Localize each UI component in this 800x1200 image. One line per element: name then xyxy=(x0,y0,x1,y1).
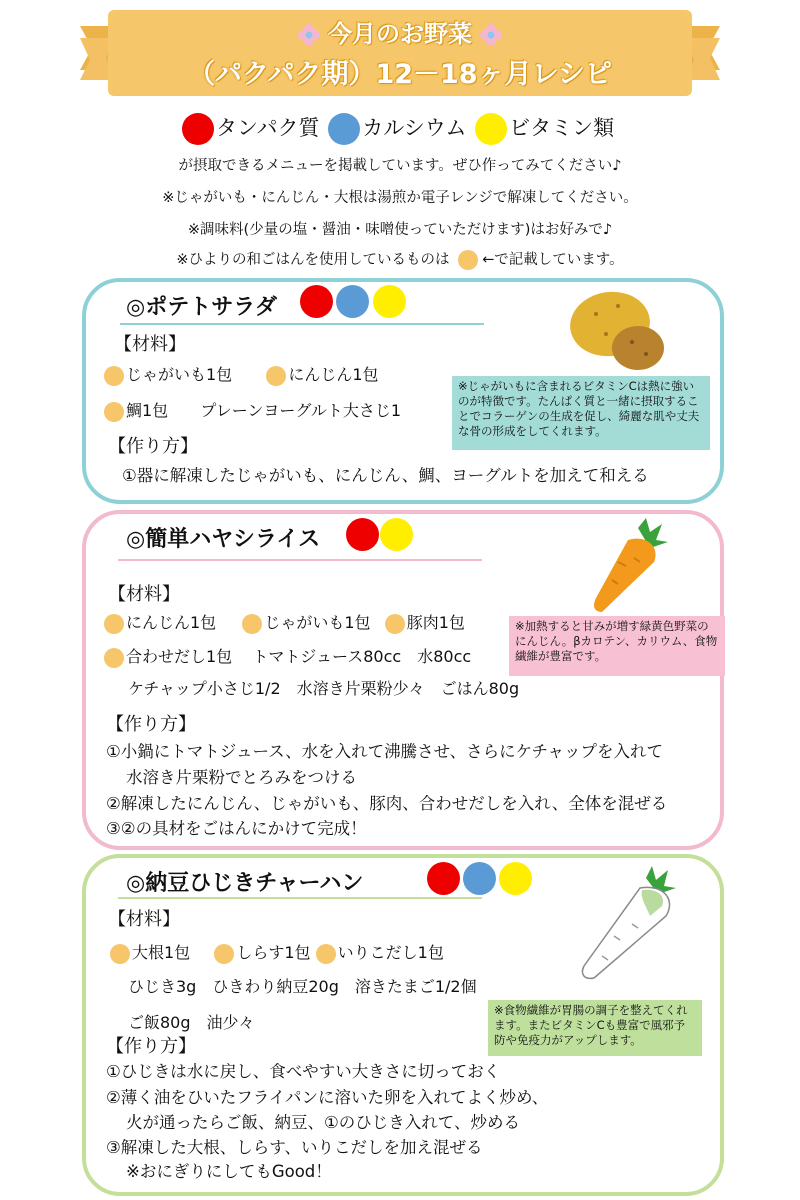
hiyori-dot-icon xyxy=(458,250,478,270)
ingredient: 大根1包 xyxy=(132,943,191,962)
recipe-1-title: ◎ポテトサラダ xyxy=(126,295,277,320)
ingredient: 豚肉1包 xyxy=(406,613,465,632)
recipe-2-title: ◎簡単ハヤシライス xyxy=(126,527,321,552)
recipe-2-step-3: ③②の具材をごはんにかけて完成！ xyxy=(106,819,367,838)
ingredient: じゃがいも1包 xyxy=(264,613,371,632)
recipe-3-method-label: 【作り方】 xyxy=(106,1036,196,1057)
banner-subtitle: （パクパク期）12－18ヶ月レシピ xyxy=(188,59,612,90)
ingredient: プレーンヨーグルト大さじ1 xyxy=(200,401,402,420)
recipe-3-serving-note: ※おにぎりにしてもGood！ xyxy=(126,1162,332,1181)
note-line-4 xyxy=(0,248,800,270)
recipe-1-ingredients-row-2 xyxy=(104,398,401,422)
title-underline xyxy=(118,559,482,561)
nutrient-legend xyxy=(180,112,614,145)
hiyori-dot-icon xyxy=(266,366,286,386)
vitamin-dot-icon xyxy=(499,862,532,895)
note-line-1: が摂取できるメニューを掲載しています。ぜひ作ってみてください♪ xyxy=(178,158,622,174)
calcium-dot-icon xyxy=(336,285,369,318)
recipe-1-ingredients-row-1 xyxy=(104,362,379,386)
recipe-2-method-label: 【作り方】 xyxy=(106,714,196,735)
ingredient: 合わせだし1包 xyxy=(126,647,233,666)
banner-line-1 xyxy=(0,14,800,49)
recipe-2-step-1-continued: 水溶き片栗粉でとろみをつける xyxy=(126,768,357,787)
recipe-3-nutrition-tip: ※食物繊維が胃腸の調子を整えてくれます。またビタミンCも豊富で風邪予防や免疫力がアップします。 xyxy=(488,1000,702,1056)
carrot-icon xyxy=(588,518,670,614)
flower-icon xyxy=(480,24,502,46)
recipe-3-ingredients-row-2: ひじき3g ひきわり納豆20g 溶きたまご1/2個 xyxy=(128,977,477,996)
recipe-3-step-3: ③解凍した大根、しらす、いりこだしを加え混ぜる xyxy=(106,1138,483,1157)
recipe-3-ingredients-row-1 xyxy=(110,940,444,964)
hiyori-dot-icon xyxy=(110,944,130,964)
hiyori-dot-icon xyxy=(104,648,124,668)
legend-protein: タンパク質 xyxy=(216,116,320,140)
recipe-2-materials-label: 【材料】 xyxy=(108,584,180,605)
legend-vitamin: ビタミン類 xyxy=(509,116,615,140)
vitamin-dot-icon xyxy=(475,113,507,145)
title-underline xyxy=(118,897,482,899)
ingredient: トマトジュース80cc 水80cc xyxy=(252,647,472,666)
recipe-2-step-1: ①小鍋にトマトジュース、水を入れて沸騰させ、さらにケチャップを入れて xyxy=(106,742,663,761)
hiyori-dot-icon xyxy=(316,944,336,964)
recipe-2-nutrition-tip: ※加熱すると甘みが増す緑黄色野菜のにんじん。βカロテン、カリウム、食物繊維が豊富です。 xyxy=(509,616,725,676)
recipe-2-ingredients-row-3: ケチャップ小さじ1/2 水溶き片栗粉少々 ごはん80g xyxy=(128,679,520,698)
ingredient: にんじん1包 xyxy=(288,365,379,384)
banner-title: 今月のお野菜 xyxy=(328,20,472,48)
recipe-3-title: ◎納豆ひじきチャーハン xyxy=(126,871,364,896)
recipe-3-materials-label: 【材料】 xyxy=(108,909,180,930)
legend-calcium: カルシウム xyxy=(362,116,467,140)
vitamin-dot-icon xyxy=(380,518,413,551)
recipe-1-method-label: 【作り方】 xyxy=(108,436,198,457)
hiyori-dot-icon xyxy=(104,402,124,422)
ingredient: にんじん1包 xyxy=(126,613,217,632)
hiyori-dot-icon xyxy=(214,944,234,964)
hiyori-dot-icon xyxy=(385,614,405,634)
protein-dot-icon xyxy=(182,113,214,145)
ingredient: いりこだし1包 xyxy=(337,943,444,962)
hiyori-dot-icon xyxy=(242,614,262,634)
recipe-1-materials-label: 【材料】 xyxy=(114,334,186,355)
note-line-2: ※じゃがいも・にんじん・大根は湯煎か電子レンジで解凍してください。 xyxy=(162,190,638,206)
recipe-2-ingredients-row-1 xyxy=(104,610,465,634)
title-underline xyxy=(120,323,484,325)
recipe-3-step-1: ①ひじきは水に戻し、食べやすい大きさに切っておく xyxy=(106,1062,501,1081)
recipe-2-ingredients-row-2 xyxy=(104,644,471,668)
recipe-2-step-2: ②解凍したにんじん、じゃがいも、豚肉、合わせだしを入れ、全体を混ぜる xyxy=(106,794,668,813)
recipe-1-nutrition-tip: ※じゃがいもに含まれるビタミンCは熱に強いのが特徴です。たんぱく質と一緒に摂取することでコラーゲンの生成を促し、綺麗な肌や丈夫な骨の形成をしてくれます。 xyxy=(452,376,710,450)
protein-dot-icon xyxy=(427,862,460,895)
protein-dot-icon xyxy=(300,285,333,318)
note-line-4-text: ※ひよりの和ごはんを使用しているものは xyxy=(176,252,450,268)
calcium-dot-icon xyxy=(463,862,496,895)
recipe-3-step-2-continued: 火が通ったらご飯、納豆、①のひじき入れて、炒める xyxy=(126,1113,520,1132)
recipe-3-step-2: ②薄く油をひいたフライパンに溶いた卵を入れてよく炒め、 xyxy=(106,1088,549,1107)
ingredient: じゃがいも1包 xyxy=(126,365,233,384)
flower-icon xyxy=(298,24,320,46)
note-line-4-suffix: ←で記載しています。 xyxy=(482,252,624,268)
hiyori-dot-icon xyxy=(104,366,124,386)
protein-dot-icon xyxy=(346,518,379,551)
calcium-dot-icon xyxy=(328,113,360,145)
daikon-radish-icon xyxy=(580,866,680,982)
note-line-3: ※調味料(少量の塩・醤油・味噌使っていただけます)はお好みで♪ xyxy=(187,222,613,238)
hiyori-dot-icon xyxy=(104,614,124,634)
recipe-1-step-1: ①器に解凍したじゃがいも、にんじん、鯛、ヨーグルトを加えて和える xyxy=(122,466,649,485)
potato-icon xyxy=(566,284,670,376)
recipe-3-ingredients-row-3: ご飯80g 油少々 xyxy=(128,1013,255,1032)
vitamin-dot-icon xyxy=(373,285,406,318)
ingredient: 鯛1包 xyxy=(126,401,169,420)
ingredient: しらす1包 xyxy=(236,943,311,962)
